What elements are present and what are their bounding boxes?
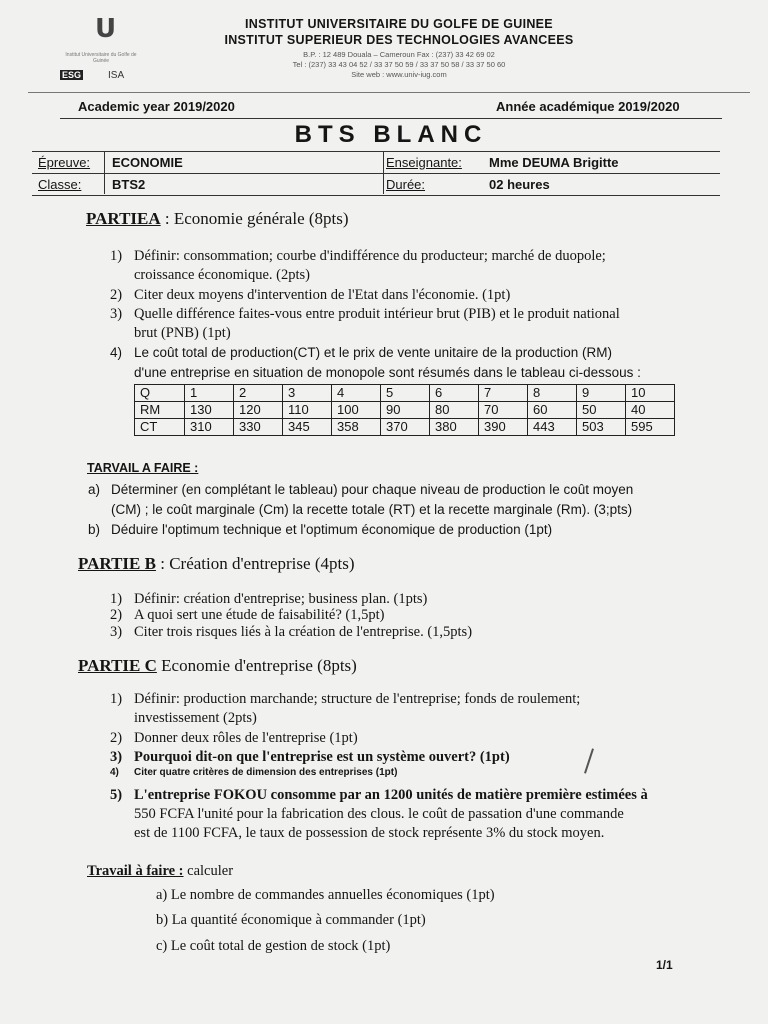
part-a-q4-number: 4) xyxy=(110,345,123,360)
table-cell: 100 xyxy=(332,402,381,419)
table-cell: CT xyxy=(135,419,185,436)
part-b-q1-number: 1) xyxy=(110,591,123,607)
table-cell: 40 xyxy=(626,402,675,419)
part-a-work-title: TARVAIL A FAIRE : xyxy=(87,461,199,475)
part-a-work-a-line1: Déterminer (en complétant le tableau) pour chaque niveau de production le coût moyen xyxy=(111,482,634,497)
enseignante-value: Mme DEUMA Brigitte xyxy=(489,155,619,170)
classe-label: Classe: xyxy=(38,177,82,192)
table-cell: 110 xyxy=(283,402,332,419)
logo-subtext: Institut Universitaire du Golfe de Guinée xyxy=(65,52,137,64)
part-a-work-a-line2: (CM) ; le coût marginale (Cm) la recette totale (RT) et la recette marginale (Rm). (3;pts) xyxy=(111,502,633,517)
part-a-q3-line1: Quelle différence faites-vous entre produit intérieur brut (PIB) et le produit national xyxy=(134,306,620,322)
part-b-q3-number: 3) xyxy=(110,624,123,640)
part-b-q3: Citer trois risques liés à la création de l'entreprise. (1,5pts) xyxy=(134,624,473,640)
part-b-q2-number: 2) xyxy=(110,607,123,623)
contact-website: Site web : www.univ-iug.com xyxy=(351,70,447,79)
part-b-q1: Définir: création d'entreprise; business plan. (1pts) xyxy=(134,591,428,607)
part-b-title: PARTIE B xyxy=(78,554,156,573)
table-cell: 50 xyxy=(577,402,626,419)
table-cell: 390 xyxy=(479,419,528,436)
part-a-q2-number: 2) xyxy=(110,287,123,303)
contact-address: B.P. : 12 489 Douala – Cameroun Fax : (237) 33 42 69 02 xyxy=(303,50,495,59)
part-c-q5-line1: L'entreprise FOKOU consomme par an 1200 unités de matière première estimées à xyxy=(134,787,648,803)
part-a-title: PARTIEA xyxy=(86,209,161,228)
exam-title: BTS BLANC xyxy=(294,121,488,148)
table-row-rm xyxy=(135,402,675,419)
part-a-work-b: Déduire l'optimum technique et l'optimum économique de production (1pt) xyxy=(111,522,553,537)
table-cell: 4 xyxy=(332,385,381,402)
part-c-work-b: b) La quantité économique à commander (1pt) xyxy=(156,912,426,928)
table-cell: 80 xyxy=(430,402,479,419)
esg-logo: ESG xyxy=(62,70,82,80)
part-c-q1-number: 1) xyxy=(110,691,123,707)
table-cell: 6 xyxy=(430,385,479,402)
part-c-q1-line2: investissement (2pts) xyxy=(134,710,257,726)
table-cell: 7 xyxy=(479,385,528,402)
part-b-subtitle: : Création d'entreprise (4pts) xyxy=(155,554,355,573)
university-logo: U xyxy=(95,14,117,44)
institute-name-2: INSTITUT SUPERIEUR DES TECHNOLOGIES AVANCEES xyxy=(224,33,574,47)
table-cell: 443 xyxy=(528,419,577,436)
isa-logo: ISA xyxy=(108,70,125,81)
table-cell: 330 xyxy=(234,419,283,436)
part-c-title: PARTIE C xyxy=(78,656,157,675)
part-c-q4: Citer quatre critères de dimension des entreprises (1pt) xyxy=(134,767,398,778)
table-cell: 70 xyxy=(479,402,528,419)
institute-name-1: INSTITUT UNIVERSITAIRE DU GOLFE DE GUINEE xyxy=(245,17,553,31)
table-cell: 130 xyxy=(185,402,234,419)
table-cell: 120 xyxy=(234,402,283,419)
duree-label: Durée: xyxy=(386,177,426,192)
part-c-work-c: c) Le coût total de gestion de stock (1pt) xyxy=(156,938,391,954)
table-cell: RM xyxy=(135,402,185,419)
table-cell: 358 xyxy=(332,419,381,436)
part-c-subtitle: Economie d'entreprise (8pts) xyxy=(156,656,357,675)
info-row-2 xyxy=(32,173,720,196)
part-c-q2-number: 2) xyxy=(110,730,123,746)
part-a-q3-line2: brut (PNB) (1pt) xyxy=(134,325,231,341)
part-a-q3-number: 3) xyxy=(110,306,123,322)
table-cell: 60 xyxy=(528,402,577,419)
table-cell: Q xyxy=(135,385,185,402)
table-cell: 10 xyxy=(626,385,675,402)
header-divider xyxy=(28,92,750,93)
part-a-q4-line2: d'une entreprise en situation de monopole sont résumés dans le tableau ci-dessous : xyxy=(134,365,641,380)
part-c-work-label: Travail à faire : xyxy=(87,863,184,879)
part-a-q1-line2: croissance économique. (2pts) xyxy=(134,267,310,283)
year-divider xyxy=(60,118,722,119)
part-c-work-a: a) Le nombre de commandes annuelles économiques (1pt) xyxy=(156,887,495,903)
part-a-work-b-number: b) xyxy=(88,522,101,537)
part-c-work-suffix: calculer xyxy=(183,863,234,879)
part-c-q5-line2: 550 FCFA l'unité pour la fabrication des clous. le coût de passation d'une commande xyxy=(134,806,624,822)
part-a-q2: Citer deux moyens d'intervention de l'Etat dans l'économie. (1pt) xyxy=(134,287,511,303)
academic-year-fr: Année académique 2019/2020 xyxy=(496,99,680,114)
classe-value: BTS2 xyxy=(112,177,146,192)
part-a-q1-line1: Définir: consommation; courbe d'indifférence du producteur; marché de duopole; xyxy=(134,248,606,264)
page-number: 1/1 xyxy=(656,958,673,972)
table-cell: 90 xyxy=(381,402,430,419)
info-row-1 xyxy=(32,151,720,173)
part-c-q4-number: 4) xyxy=(110,767,119,778)
table-row-q xyxy=(135,385,675,402)
table-cell: 380 xyxy=(430,419,479,436)
part-a-subtitle: : Economie générale (8pts) xyxy=(160,209,349,228)
table-cell: 1 xyxy=(185,385,234,402)
table-cell: 9 xyxy=(577,385,626,402)
part-b-heading xyxy=(78,554,354,574)
part-b-q2: A quoi sert une étude de faisabilité? (1,5pt) xyxy=(134,607,385,623)
table-cell: 595 xyxy=(626,419,675,436)
table-cell: 3 xyxy=(283,385,332,402)
epreuve-value: ECONOMIE xyxy=(112,155,183,170)
table-cell: 370 xyxy=(381,419,430,436)
table-cell: 345 xyxy=(283,419,332,436)
epreuve-label: Épreuve: xyxy=(38,155,91,170)
part-a-heading xyxy=(86,209,349,229)
table-cell: 8 xyxy=(528,385,577,402)
exam-info-table xyxy=(32,151,720,196)
table-cell: 503 xyxy=(577,419,626,436)
table-cell: 310 xyxy=(185,419,234,436)
part-c-q5-number: 5) xyxy=(110,787,123,803)
contact-phone: Tel : (237) 33 43 04 52 / 33 37 50 59 / 33 37 50 58 / 33 37 50 60 xyxy=(292,60,506,69)
part-a-work-a-number: a) xyxy=(88,482,101,497)
part-c-work-heading xyxy=(87,862,233,881)
table-cell: 5 xyxy=(381,385,430,402)
pen-mark xyxy=(584,748,594,773)
academic-year-en: Academic year 2019/2020 xyxy=(78,99,235,114)
part-a-q1-number: 1) xyxy=(110,248,123,264)
part-a-q4-line1: Le coût total de production(CT) et le prix de vente unitaire de la production (RM) xyxy=(134,345,612,360)
table-row-ct xyxy=(135,419,675,436)
duree-value: 02 heures xyxy=(489,177,550,192)
part-c-q2: Donner deux rôles de l'entreprise (1pt) xyxy=(134,730,358,746)
part-c-q3-number: 3) xyxy=(110,749,123,765)
info-column-divider xyxy=(104,151,105,194)
production-data-table xyxy=(134,384,675,436)
part-c-heading xyxy=(78,656,357,676)
part-c-q5-line3: est de 1100 FCFA, le taux de possession de stock représente 3% du stock moyen. xyxy=(134,825,605,841)
part-c-q1-line1: Définir: production marchande; structure de l'entreprise; fonds de roulement; xyxy=(134,691,581,707)
info-column-divider xyxy=(383,151,384,194)
part-c-q3: Pourquoi dit-on que l'entreprise est un système ouvert? (1pt) xyxy=(134,749,510,765)
enseignante-label: Enseignante: xyxy=(386,155,462,170)
table-cell: 2 xyxy=(234,385,283,402)
